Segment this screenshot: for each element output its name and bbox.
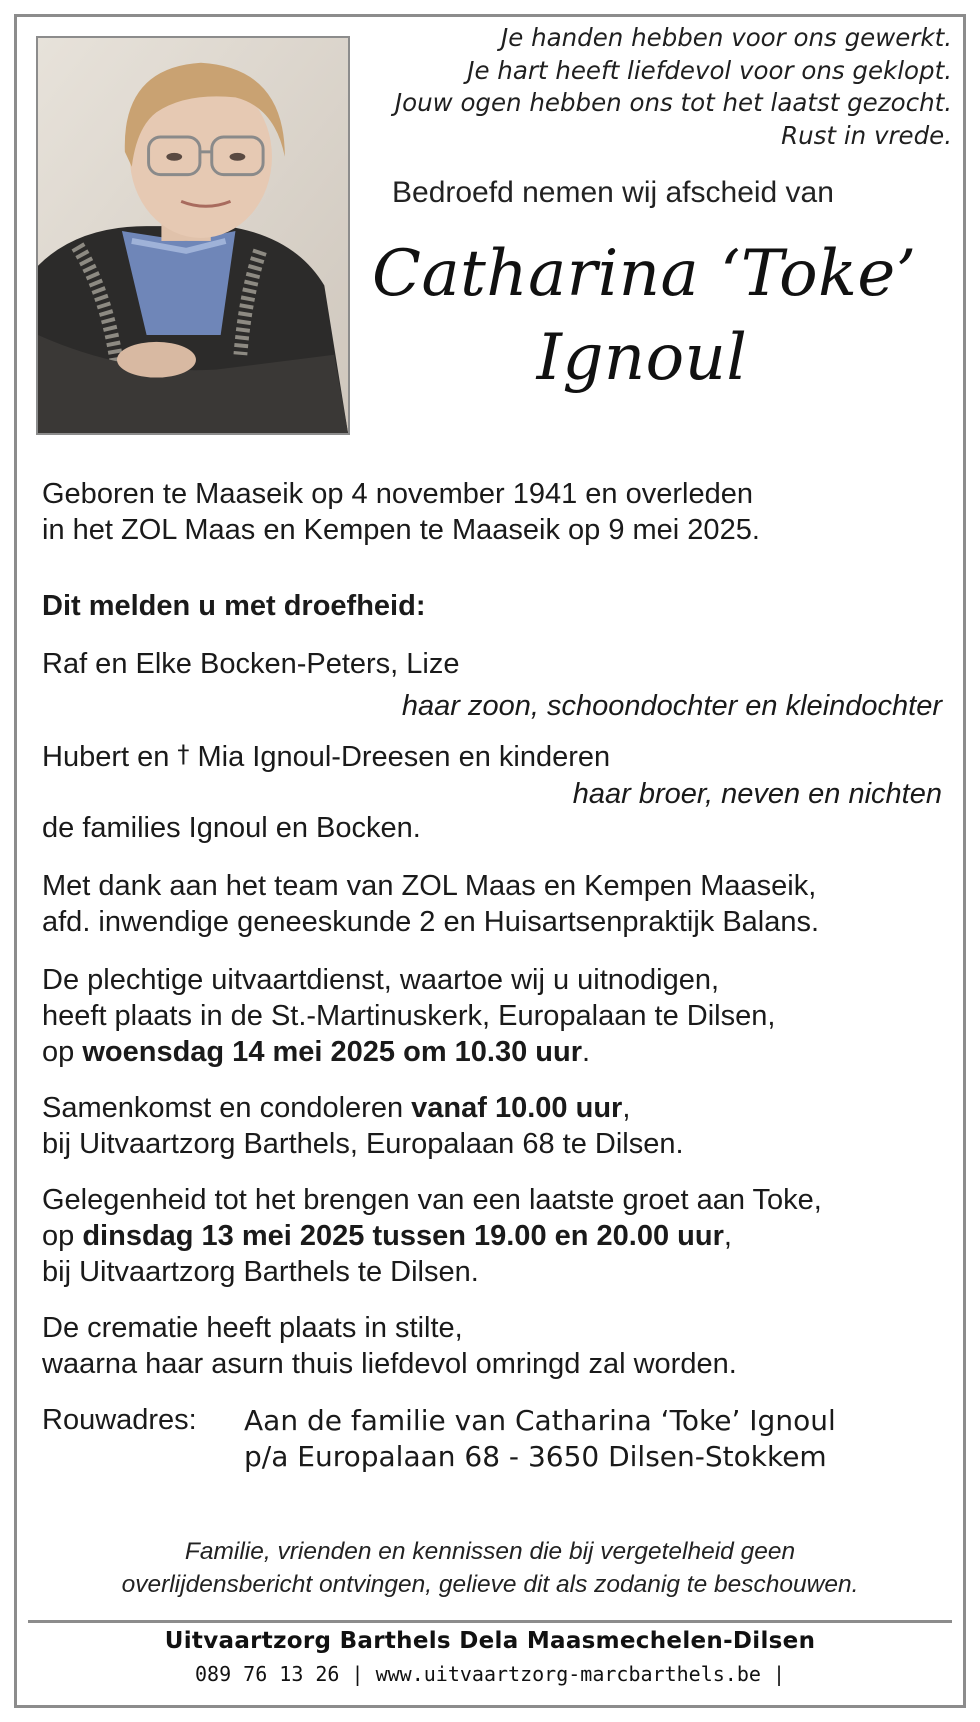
address-line-2: p/a Europalaan 68 - 3650 Dilsen-Stokkem — [244, 1440, 827, 1473]
service-suffix: . — [582, 1036, 591, 1068]
service-line-2: heeft plaats in de St.-Martinuskerk, Europalaan te Dilsen, — [42, 1000, 776, 1032]
footer-contact: 089 76 13 26 | www.uitvaartzorg-marcbarthels.be | — [194, 1662, 785, 1686]
birth-line-2: in het ZOL Maas en Kempen te Maaseik op 9 mei 2025. — [42, 514, 760, 546]
visitation-datetime: dinsdag 13 mei 2025 tussen 19.00 en 20.00 uur — [82, 1220, 724, 1252]
poem-line: Rust in vrede. — [781, 120, 952, 150]
gathering-time: vanaf 10.00 uur — [411, 1092, 623, 1124]
brother-names-b: Mia Ignoul-Dreesen en kinderen — [197, 741, 611, 773]
address-line-1: Aan de familie van Catharina ‘Toke’ Ignoul — [244, 1404, 836, 1437]
announce-heading: Dit melden u met droefheid: — [42, 590, 426, 622]
service-line-3 — [42, 1034, 590, 1071]
gathering-suffix: , — [622, 1092, 631, 1124]
poem-line: Je handen hebben voor ons gewerkt. — [501, 23, 952, 52]
visitation-line-2 — [42, 1218, 732, 1255]
thanks-line-1: Met dank aan het team van ZOL Maas en Kempen Maaseik, — [42, 870, 817, 902]
service-line-1: De plechtige uitvaartdienst, waartoe wij u uitnodigen, — [42, 964, 720, 996]
portrait-image — [38, 38, 348, 433]
families-line: de families Ignoul en Bocken. — [42, 812, 421, 844]
cross-icon: † — [177, 740, 190, 768]
visitation-line-3: bij Uitvaartzorg Barthels te Dilsen. — [42, 1256, 479, 1288]
gathering-prefix: Samenkomst en condoleren — [42, 1092, 404, 1124]
poem-line: Je hart heeft liefdevol voor ons geklopt. — [467, 55, 952, 85]
poem — [352, 22, 952, 152]
address-label: Rouwadres: — [42, 1404, 197, 1436]
thanks-line-2: afd. inwendige geneeskunde 2 en Huisartsenpraktijk Balans. — [42, 906, 820, 938]
service-prefix: op — [42, 1036, 75, 1068]
name-line-2: Ignoul — [536, 321, 748, 395]
note-line-1: Familie, vrienden en kennissen die bij vergetelheid geen — [184, 1538, 796, 1565]
brother-names — [42, 736, 610, 776]
brother-relation: haar broer, neven en nichten — [572, 778, 942, 810]
brother-names-a: Hubert en — [42, 741, 170, 773]
cremation-line-1: De crematie heeft plaats in stilte, — [42, 1312, 463, 1344]
mourning-address — [42, 1402, 942, 1482]
intro-text: Bedroefd nemen wij afscheid van — [392, 176, 834, 209]
service-datetime: woensdag 14 mei 2025 om 10.30 uur — [82, 1036, 582, 1068]
gathering-line-2: bij Uitvaartzorg Barthels, Europalaan 68 te Dilsen. — [42, 1128, 684, 1160]
birth-line-1: Geboren te Maaseik op 4 november 1941 en overleden — [42, 478, 753, 510]
visitation-prefix: op — [42, 1220, 75, 1252]
portrait-photo — [36, 36, 350, 435]
gathering-line-1 — [42, 1090, 630, 1127]
poem-line: Jouw ogen hebben ons tot het laatst gezocht. — [394, 88, 952, 117]
son-names: Raf en Elke Bocken-Peters, Lize — [42, 648, 460, 680]
visitation-suffix: , — [723, 1220, 732, 1252]
notice-note — [42, 1535, 938, 1601]
footer-title: Uitvaartzorg Barthels Dela Maasmechelen-Dilsen — [164, 1628, 816, 1654]
name-line-1: Catharina ‘Toke’ — [372, 237, 917, 311]
cremation-line-2: waarna haar asurn thuis liefdevol omringd zal worden. — [42, 1348, 737, 1380]
footer-divider — [28, 1620, 952, 1623]
visitation-line-1: Gelegenheid tot het brengen van een laatste groet aan Toke, — [42, 1184, 822, 1216]
deceased-name — [372, 232, 917, 400]
note-line-2: overlijdensbericht ontvingen, gelieve dit als zodanig te beschouwen. — [121, 1571, 859, 1598]
son-relation: haar zoon, schoondochter en kleindochter — [401, 690, 942, 722]
